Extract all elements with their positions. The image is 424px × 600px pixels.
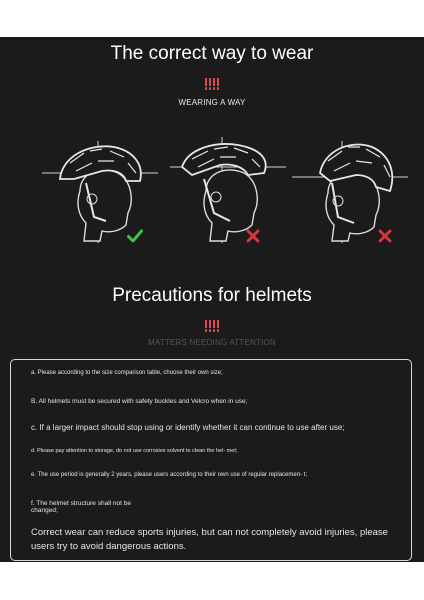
precaution-item: a. Please according to the size comparison table, choose their own size;: [31, 370, 223, 376]
accent-bars-icon: [204, 77, 220, 91]
accent-bars-icon: [204, 319, 220, 333]
wear-title: The correct way to wear: [110, 43, 314, 64]
precaution-item: e. The use period is generally 2 years, please users according to their own use of regular replacemen- t;: [31, 472, 308, 478]
precaution-item: d. Please pay attention to storage, do not use corrosive solvent to clean the hel- met;: [31, 448, 238, 454]
helmet-illustration-correct: [40, 133, 160, 243]
precautions-box: [10, 359, 412, 561]
check-icon: [127, 229, 143, 243]
helmet-illustration-wrong-tilted-back: [168, 133, 288, 243]
cross-icon: [245, 229, 261, 243]
product-panel: [0, 37, 424, 562]
precautions-title: Precautions for helmets: [112, 285, 312, 306]
precaution-item: c. If a larger impact should stop using or identify whether it can continue to use after use;: [31, 423, 345, 432]
wear-subtitle: WEARING A WAY: [178, 98, 246, 107]
precautions-subtitle: MATTERS NEEDING ATTENTION: [148, 338, 276, 347]
precaution-note: Correct wear can reduce sports injuries, but can not completely avoid injuries, please users try to avoid dangerous actions.: [31, 527, 388, 553]
precaution-item: f. The helmet structure shall not be changed;: [31, 500, 131, 515]
precaution-item: B. All helmets must be secured with safety buckles and Velcro when in use;: [31, 398, 248, 405]
helmet-illustration-wrong-tilted-forward: [290, 133, 410, 243]
cross-icon: [377, 229, 393, 243]
